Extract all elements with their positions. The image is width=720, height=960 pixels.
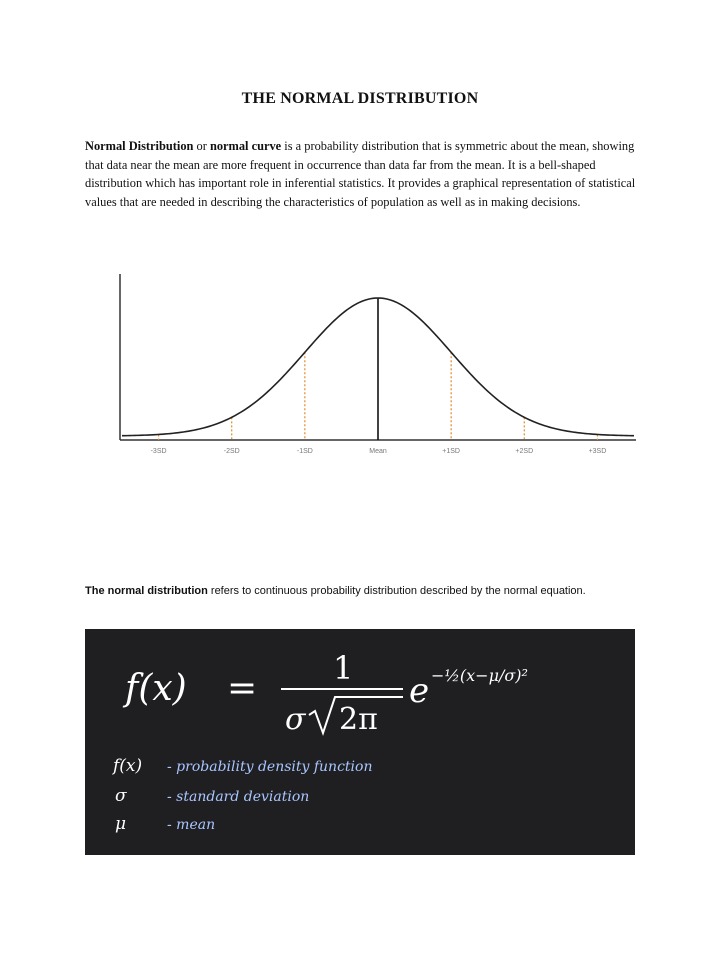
intro-or: or	[193, 139, 210, 153]
legend-desc-fx: - probability density function	[167, 759, 373, 775]
formula-exponent: −½(x−μ/σ)²	[431, 666, 528, 685]
x-tick-label: +1SD	[442, 448, 461, 455]
x-tick-label: +2SD	[515, 448, 534, 455]
intro-text: is a probability distribution that is symmetric about the mean, showing that data near the mean are more frequent in occurrence than data far from the mean. It is a bell-shaped distribution which has important role in inferential statistics. It provides a graphical representation of statistical values that are needed in describing the characteristics of population as well as in making decisions.	[85, 139, 636, 210]
legend-symbol-sigma: σ	[115, 786, 127, 806]
formula-numerator: 1	[333, 649, 354, 687]
formula-lhs: f(x)	[125, 668, 187, 709]
intro-paragraph	[85, 137, 637, 212]
normal-curve-chart	[112, 268, 642, 468]
intro-term-normal-distribution: Normal Distribution	[85, 139, 194, 153]
formula-svg	[85, 629, 635, 855]
legend-desc-sigma: - standard deviation	[167, 789, 310, 805]
legend-symbol-fx: f(x)	[113, 756, 143, 776]
formula-equals: =	[227, 668, 258, 709]
x-tick-label: -2SD	[223, 448, 240, 455]
x-tick-label: Mean	[369, 448, 387, 455]
normal-curve-svg	[112, 268, 642, 468]
x-tick-labels	[151, 448, 607, 455]
formula-denominator-root: 2π	[339, 702, 378, 737]
formula-panel	[85, 629, 635, 855]
x-tick-label: -3SD	[150, 448, 167, 455]
legend-symbol-mu: μ	[115, 814, 127, 834]
formula-caption	[85, 585, 645, 597]
formula-denominator-sigma: σ	[285, 702, 306, 737]
legend-desc-mu: - mean	[167, 817, 216, 833]
caption-term: The normal distribution	[85, 585, 208, 597]
caption-text: refers to continuous probability distribution described by the normal equation.	[207, 585, 586, 597]
x-tick-label: +3SD	[588, 448, 607, 455]
x-tick-label: -1SD	[296, 448, 313, 455]
formula-base-e: e	[409, 671, 430, 711]
document-title: THE NORMAL DISTRIBUTION	[241, 90, 479, 107]
intro-term-normal-curve: normal curve	[209, 139, 282, 153]
